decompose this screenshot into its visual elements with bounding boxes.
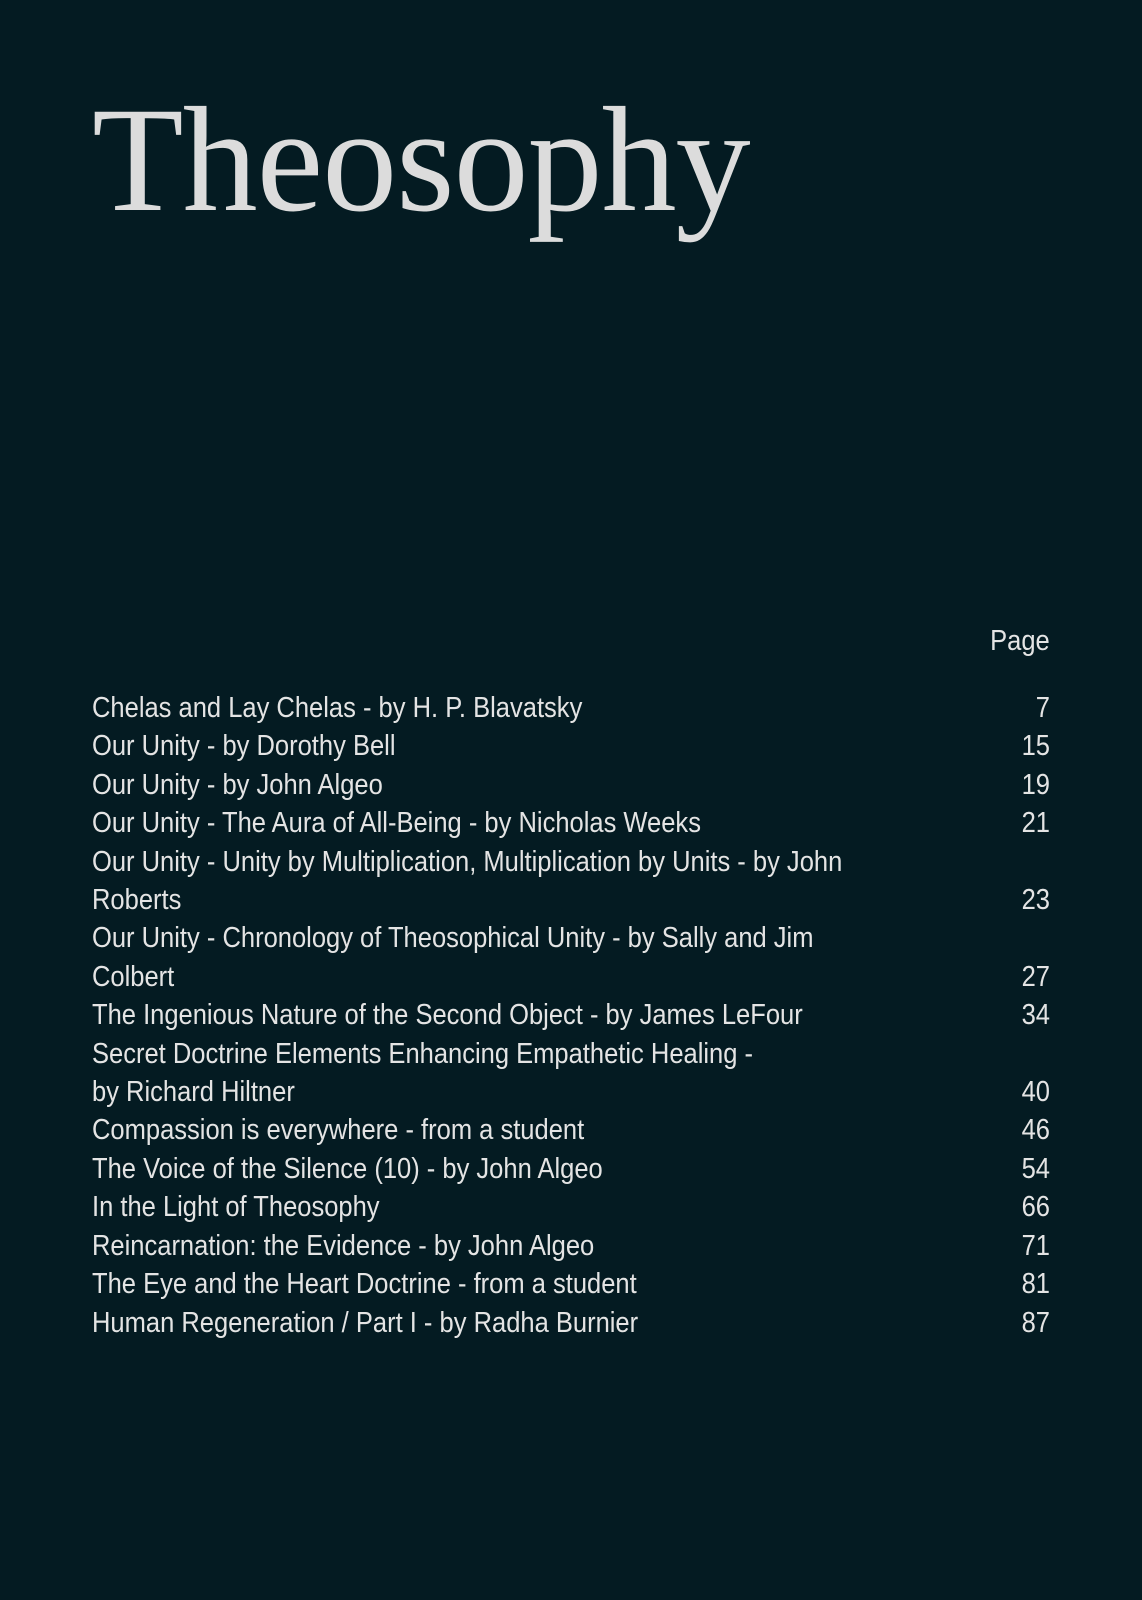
- toc-entry-title: The Eye and the Heart Doctrine - from a student: [92, 1268, 637, 1301]
- toc-entry-page: 66: [1021, 1191, 1050, 1224]
- toc-entry-title: Our Unity - by John Algeo: [92, 768, 383, 801]
- toc-entry: [92, 1265, 1050, 1303]
- toc-entry-title: Our Unity - Chronology of Theosophical Unity - by Sally and Jim Colbert: [92, 922, 814, 993]
- toc-entry: [92, 843, 1050, 920]
- toc-entry-title: Our Unity - Unity by Multiplication, Multiplication by Units - by John Roberts: [92, 845, 843, 917]
- toc-entry-title: The Ingenious Nature of the Second Object - by James LeFour: [92, 999, 803, 1032]
- table-of-contents: [92, 689, 1050, 1342]
- toc-entry: [92, 1150, 1050, 1188]
- toc-entry-title: Reincarnation: the Evidence - by John Algeo: [92, 1229, 595, 1262]
- publication-title: Theosophy: [92, 77, 750, 243]
- toc-entry-title: Human Regeneration / Part I - by Radha Burnier: [92, 1306, 639, 1339]
- toc-entry-title: Our Unity - The Aura of All-Being - by Nicholas Weeks: [92, 807, 701, 840]
- toc-entry-page: 23: [1021, 884, 1050, 917]
- toc-entry-page: 27: [1021, 960, 1050, 993]
- toc-entry-page: 46: [1021, 1114, 1050, 1147]
- toc-entry: [92, 1035, 1050, 1112]
- toc-entry-page: 87: [1021, 1306, 1050, 1339]
- toc-entry-title: Chelas and Lay Chelas - by H. P. Blavatsky: [92, 692, 583, 724]
- toc-entry-title: In the Light of Theosophy: [92, 1191, 380, 1224]
- toc-entry: [92, 689, 1050, 727]
- toc-entry-page: 19: [1021, 768, 1050, 801]
- toc-entry: [92, 804, 1050, 842]
- page-column-label: Page: [990, 625, 1050, 657]
- toc-entry-page: 71: [1021, 1229, 1050, 1262]
- toc-entry-page: 15: [1021, 730, 1050, 763]
- toc-entry: [92, 766, 1050, 804]
- toc-entry: [92, 1188, 1050, 1226]
- toc-entry-page: 40: [1021, 1076, 1050, 1109]
- toc-entry: [92, 919, 1050, 996]
- toc-entry-page: 34: [1021, 999, 1050, 1032]
- toc-entry-title: Secret Doctrine Elements Enhancing Empathetic Healing - by Richard Hiltner: [92, 1037, 754, 1109]
- toc-entry: [92, 996, 1050, 1034]
- toc-entry-title: The Voice of the Silence (10) - by John Algeo: [92, 1152, 603, 1185]
- toc-entry: [92, 1304, 1050, 1342]
- toc-entry: [92, 1111, 1050, 1149]
- toc-entry-title: Our Unity - by Dorothy Bell: [92, 730, 396, 763]
- toc-entry: [92, 727, 1050, 765]
- toc-entry-page: 7: [1035, 692, 1050, 724]
- toc-entry: [92, 1227, 1050, 1265]
- toc-entry-page: 81: [1021, 1268, 1050, 1301]
- toc-entry-page: 54: [1021, 1152, 1050, 1185]
- toc-entry-title: Compassion is everywhere - from a student: [92, 1114, 585, 1147]
- toc-entry-page: 21: [1021, 807, 1050, 840]
